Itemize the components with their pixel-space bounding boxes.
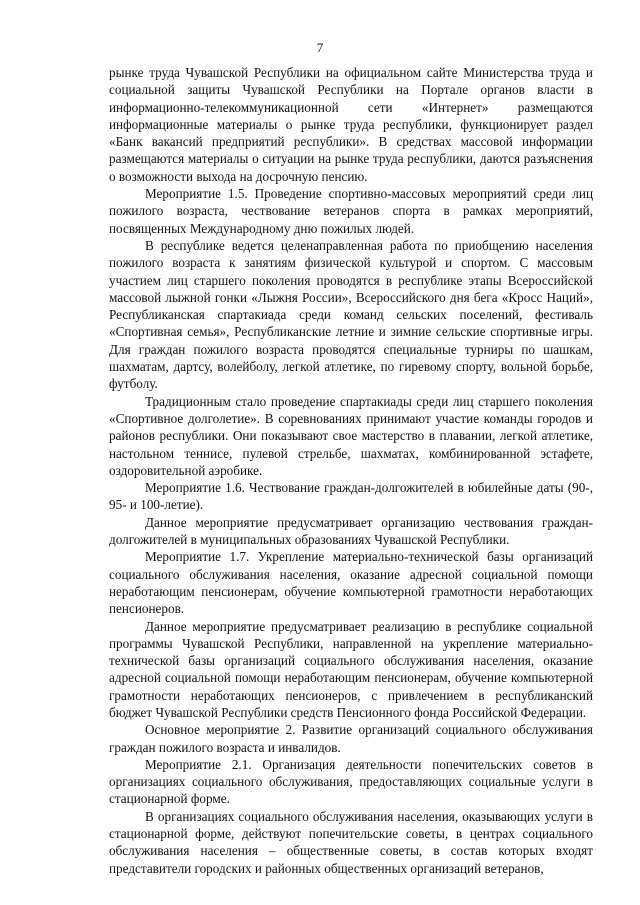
paragraph: Основное мероприятие 2. Развитие организаций социального обслуживания граждан пожилого возраста и инвалидов. [109, 722, 593, 755]
body-text [109, 64, 593, 877]
paragraph: Мероприятие 2.1. Организация деятельности попечительских советов в организациях социального обслуживания, предоставляющих социальные услуги в стационарной форме. [109, 756, 593, 807]
paragraph: Традиционным стало проведение спартакиады среди лиц старшего поколения «Спортивное долголетие». В соревнованиях принимают участие команды городов и районов республики. Они показывают свое мастерство в плавании, легкой атлетике, настольном теннисе, пулевой стрельбе, шахматах, комбинированной эстафете, оздоровительной аэробике. [109, 393, 593, 478]
paragraph: Данное мероприятие предусматривает организацию чествования граждан-долгожителей в муниципальных образованиях Чувашской Республики. [109, 514, 593, 548]
page-number: 7 [316, 40, 324, 55]
paragraph: рынке труда Чувашской Республики на официальном сайте Министерства труда и социальной защиты Чувашской Республики на Портале органов власти в информационно-телекоммуникационной сети «Интернет» размещаются информационные материалы о рынке труда республики, функционирует раздел «Банк вакансий предприятий республики». В средствах массовой информации размещаются материалы о ситуации на рынке труда республики, даются разъяснения о возможности выхода на досрочную пенсию. [109, 65, 593, 184]
paragraph: Мероприятие 1.6. Чествование граждан-долгожителей в юбилейные даты (90-, 95- и 100-летие). [109, 480, 593, 513]
paragraph: Мероприятие 1.7. Укрепление материально-технической базы организаций социального обслуживания населения, оказание адресной социальной помощи неработающим пенсионерам, обучение компьютерной грамотности неработающих пенсионеров. [109, 549, 593, 617]
paragraph: В республике ведется целенаправленная работа по приобщению населения пожилого возраста к занятиям физической культурой и спортом. С массовым участием лиц старшего поколения проводятся в республике этапы Всероссийской массовой лыжной гонки «Лыжня России», Всероссийского дня бега «Кросс Наций», Республиканская спартакиада среди команд сельских поселений, фестиваль «Спортивная семья», Республиканские летние и зимние сельские спортивные игры. Для граждан пожилого возраста проводятся специальные турниры по шашкам, шахматам, дартсу, волейболу, легкой атлетике, по гиревому спорту, вольной борьбе, футболу. [109, 237, 593, 392]
paragraph: Мероприятие 1.5. Проведение спортивно-массовых мероприятий среди лиц пожилого возраста, чествование ветеранов спорта в рамках мероприятий, посвященных Международному дню пожилых людей. [109, 186, 593, 236]
paragraph: В организациях социального обслуживания населения, оказывающих услуги в стационарной форме, действуют попечительские советы, в центрах социального обслуживания населения – общественные советы, в состав которых входят представители городских и районных общественных организаций ветеранов, [109, 808, 593, 876]
paragraph: Данное мероприятие предусматривает реализацию в республике социальной программы Чувашской Республики, направленной на укрепление материально-технической базы организаций социального обслуживания населения, оказание адресной социальной помощи неработающим пенсионерам, обучение компьютерной грамотности неработающих пенсионеров, с привлечением в республиканский бюджет Чувашской Республики средств Пенсионного фонда Российской Федерации. [109, 618, 593, 720]
